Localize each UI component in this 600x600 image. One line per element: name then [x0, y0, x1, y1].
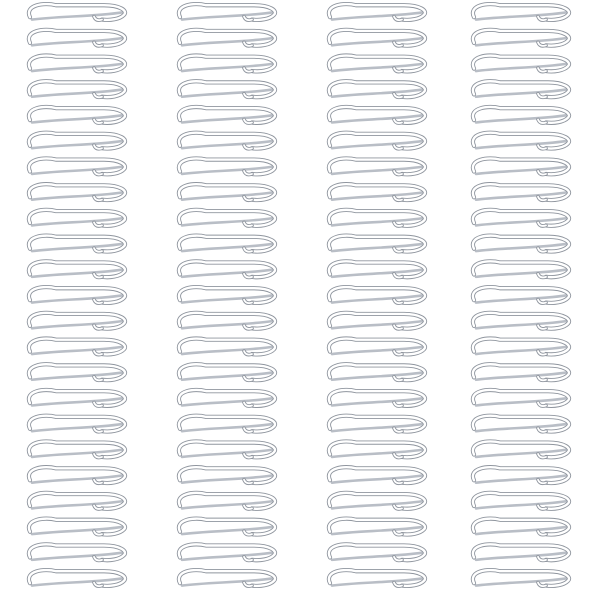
wire-loop — [29, 390, 125, 406]
wire-loop — [179, 467, 275, 483]
wire-loop — [29, 544, 125, 560]
wire-loop — [329, 416, 425, 432]
wire-loop — [29, 210, 125, 226]
wire-loop — [29, 339, 125, 355]
wire-loop — [29, 81, 125, 97]
wire-loop — [29, 287, 125, 303]
wire-loop — [329, 107, 425, 123]
wire-loop — [179, 107, 275, 123]
wire-loop — [29, 364, 125, 380]
wire-loop — [29, 570, 125, 586]
wire-loop — [329, 210, 425, 226]
wire-loop — [29, 261, 125, 277]
wire-loop — [473, 364, 569, 380]
wire-loop — [29, 519, 125, 535]
wire-loop — [29, 107, 125, 123]
wire-loop — [329, 287, 425, 303]
wire-spine — [29, 4, 125, 586]
wire-loop — [329, 133, 425, 149]
wire-loop — [29, 184, 125, 200]
wire-loop — [29, 313, 125, 329]
wire-loop — [29, 416, 125, 432]
wire-loop — [473, 416, 569, 432]
wire-spine — [179, 4, 275, 586]
wire-loop — [473, 30, 569, 46]
wire-loop — [329, 544, 425, 560]
wire-loop — [29, 158, 125, 174]
wire-spine — [329, 4, 425, 586]
wire-loop — [179, 184, 275, 200]
wire-loop — [29, 467, 125, 483]
wire-loop — [473, 287, 569, 303]
wire-loop — [329, 81, 425, 97]
wire-loop — [29, 133, 125, 149]
wire-loop — [179, 81, 275, 97]
wire-loop — [179, 236, 275, 252]
wire-loop — [179, 313, 275, 329]
wire-loop — [473, 261, 569, 277]
wire-loop — [329, 519, 425, 535]
wire-loop — [473, 210, 569, 226]
wire-loop — [179, 158, 275, 174]
wire-spine — [473, 4, 569, 586]
wire-loop — [179, 30, 275, 46]
wire-loop — [179, 261, 275, 277]
wire-loop — [473, 390, 569, 406]
wire-loop — [179, 210, 275, 226]
wire-loop — [179, 133, 275, 149]
wire-loop — [329, 467, 425, 483]
wire-loop — [473, 184, 569, 200]
wire-loop — [473, 133, 569, 149]
wire-loop — [179, 544, 275, 560]
wire-loop — [329, 184, 425, 200]
wire-loop — [473, 467, 569, 483]
wire-loop — [29, 30, 125, 46]
wire-loop — [329, 261, 425, 277]
wire-loop — [329, 441, 425, 457]
wire-loop — [29, 56, 125, 72]
wire-loop — [329, 158, 425, 174]
wire-loop — [473, 107, 569, 123]
wire-loop — [29, 493, 125, 509]
wire-loop — [473, 441, 569, 457]
wire-loop — [329, 390, 425, 406]
wire-loop — [329, 4, 425, 20]
wire-loop — [329, 313, 425, 329]
wire-loop — [329, 339, 425, 355]
wire-loop — [473, 4, 569, 20]
wire-loop — [179, 519, 275, 535]
wire-loop — [329, 30, 425, 46]
wire-loop — [29, 441, 125, 457]
wire-loop — [179, 441, 275, 457]
wire-loop — [473, 313, 569, 329]
wire-loop — [473, 158, 569, 174]
wire-loop — [179, 4, 275, 20]
wire-loop — [473, 493, 569, 509]
wire-loop — [329, 364, 425, 380]
wire-loop — [179, 416, 275, 432]
wire-loop — [473, 56, 569, 72]
wire-loop — [329, 236, 425, 252]
wire-loop — [179, 339, 275, 355]
wire-loop — [473, 544, 569, 560]
wire-loop — [179, 287, 275, 303]
wire-loop — [329, 570, 425, 586]
wire-loop — [473, 236, 569, 252]
wire-loop — [179, 364, 275, 380]
wire-loop — [329, 56, 425, 72]
wire-loop — [179, 390, 275, 406]
wire-loop — [473, 519, 569, 535]
wire-loop — [473, 339, 569, 355]
wire-loop — [329, 493, 425, 509]
wire-loop — [473, 570, 569, 586]
wire-loop — [473, 81, 569, 97]
wire-loop — [179, 493, 275, 509]
wire-loop — [29, 4, 125, 20]
wire-loop — [179, 570, 275, 586]
wire-loop — [179, 56, 275, 72]
wire-loop — [29, 236, 125, 252]
